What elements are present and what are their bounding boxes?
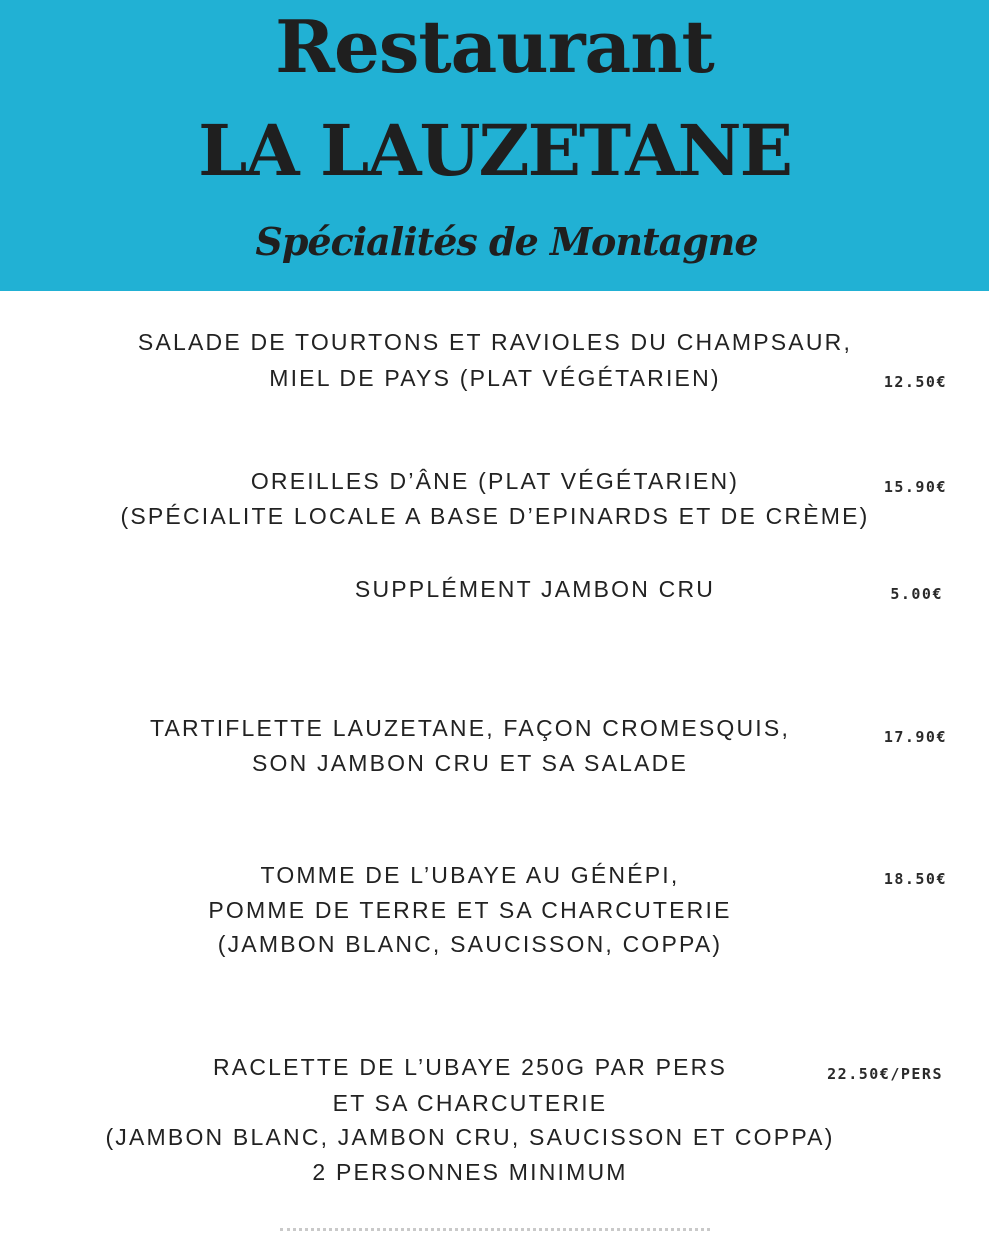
menu-item-line: OREILLES D’ÂNE (PLAT VÉGÉTARIEN) <box>250 468 740 494</box>
menu-item-line: SON JAMBON CRU ET SA SALADE <box>251 750 689 776</box>
menu-item-price: 22.50€/PERS <box>827 1065 943 1083</box>
menu-item-price: 5.00€ <box>890 585 943 603</box>
menu-item-line: 2 PERSONNES MINIMUM <box>312 1159 628 1185</box>
menu-item-line: ET SA CHARCUTERIE <box>332 1090 608 1116</box>
menu-item-line: (JAMBON BLANC, JAMBON CRU, SAUCISSON ET COPPA) <box>105 1124 835 1150</box>
menu-item-line: (JAMBON BLANC, SAUCISSON, COPPA) <box>217 931 723 957</box>
menu-item-line: POMME DE TERRE ET SA CHARCUTERIE <box>208 897 732 923</box>
menu-item-line: RACLETTE DE L’UBAYE 250G PAR PERS <box>212 1054 728 1080</box>
menu-item-line: (SPÉCIALITE LOCALE A BASE D’EPINARDS ET DE CRÈME) <box>120 503 870 529</box>
restaurant-subtitle: Spécialités de Montagne <box>255 219 758 264</box>
header-banner <box>0 0 989 291</box>
menu-item-price: 15.90€ <box>883 478 947 496</box>
menu-item-line: TARTIFLETTE LAUZETANE, FAÇON CROMESQUIS, <box>149 715 791 741</box>
bottom-divider <box>280 1228 710 1239</box>
menu-item-price: 12.50€ <box>883 373 947 391</box>
menu-item-line: SALADE DE TOURTONS ET RAVIOLES DU CHAMPSAUR, <box>137 329 853 355</box>
menu-item-price: 18.50€ <box>883 870 947 888</box>
restaurant-name: LA LAUZETANE <box>198 109 791 192</box>
restaurant-title: Restaurant <box>275 4 714 89</box>
menu-item-line: SUPPLÉMENT JAMBON CRU <box>354 576 716 602</box>
menu-item-line: TOMME DE L’UBAYE AU GÉNÉPI, <box>260 862 680 888</box>
menu-item-price: 17.90€ <box>883 728 947 746</box>
menu-item-line: MIEL DE PAYS (PLAT VÉGÉTARIEN) <box>269 365 721 391</box>
